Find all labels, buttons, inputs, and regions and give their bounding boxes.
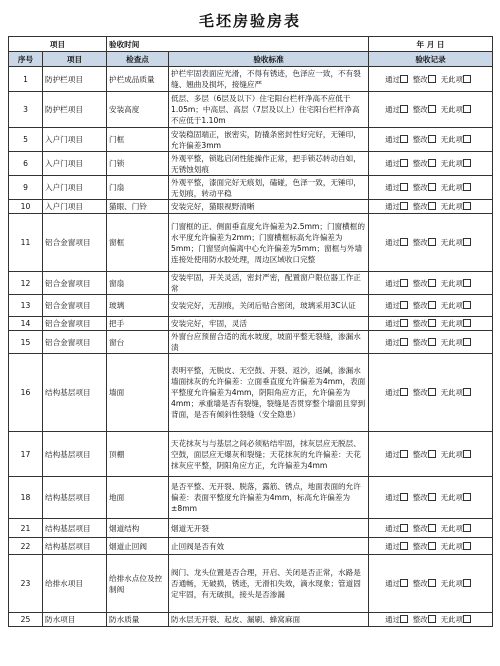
record-option-label: 整改: [412, 493, 428, 502]
row-check-point: 把手: [107, 317, 169, 331]
row-standard: 外窗台应预留合适的流水坡度，坡面平整无裂缝，渗漏水渍: [169, 331, 369, 354]
table-row: [9, 331, 493, 354]
checkbox[interactable]: [400, 202, 408, 210]
checkbox[interactable]: [400, 388, 408, 396]
row-number: 11: [9, 214, 43, 272]
record-option-na[interactable]: [441, 301, 473, 310]
record-option-label: 无此项: [440, 202, 463, 211]
checkbox[interactable]: [400, 524, 408, 532]
row-standard: 门窗框的正、侧面垂直度允许偏差为2.5mm；门窗横框的水平度允许偏差为2mm；门窗横框标高允许偏差为5mm；门窗竖向偏离中心允许偏差为5mm；窗框与外墙连接处使用防水胶处理，周边区域收口完整: [169, 214, 369, 272]
row-number: 21: [9, 519, 43, 538]
record-option-label: 整改: [412, 238, 428, 247]
row-number: 18: [9, 477, 43, 519]
row-standard: 安装完好，无刮痕，关闭后贴合密闭，玻璃采用3C认证: [169, 295, 369, 317]
row-number: 3: [9, 92, 43, 128]
table-row: [9, 317, 493, 331]
checkbox[interactable]: [428, 135, 436, 143]
record-option-label: 无此项: [440, 301, 463, 310]
row-check-point: 门框: [107, 128, 169, 152]
row-number: 6: [9, 152, 43, 176]
record-option-na[interactable]: [441, 524, 473, 533]
row-item: 结构基层项目: [43, 477, 107, 519]
record-option-label: 通过: [385, 301, 400, 310]
record-option-rectify[interactable]: [413, 238, 438, 247]
checkbox[interactable]: [428, 238, 436, 246]
record-option-label: 整改: [412, 135, 428, 144]
row-item: 入户门项目: [43, 176, 107, 200]
record-option-pass[interactable]: [385, 338, 410, 347]
row-check-point: 烟道结构: [107, 519, 169, 538]
row-number: 14: [9, 317, 43, 331]
row-item: 给排水项目: [43, 555, 107, 613]
record-option-rectify[interactable]: [413, 524, 438, 533]
record-option-pass[interactable]: [385, 135, 410, 144]
table-row: [9, 152, 493, 176]
record-option-rectify[interactable]: [413, 338, 438, 347]
row-check-point: 安装高度: [107, 92, 169, 128]
row-check-point: 窗扇: [107, 272, 169, 295]
record-option-label: 无此项: [440, 238, 463, 247]
checkbox[interactable]: [428, 450, 436, 458]
table-row: [9, 128, 493, 152]
row-check-point: 烟道止回阀: [107, 538, 169, 555]
checkbox[interactable]: [428, 524, 436, 532]
record-option-label: 通过: [385, 135, 400, 144]
row-number: 25: [9, 613, 43, 627]
row-number: 23: [9, 555, 43, 613]
table-row: [9, 272, 493, 295]
record-option-label: 通过: [385, 105, 400, 114]
col-header-item: 项目: [43, 52, 107, 67]
checkbox[interactable]: [428, 75, 436, 83]
record-option-label: 整改: [412, 278, 428, 288]
checkbox[interactable]: [463, 579, 471, 587]
row-record: [369, 272, 493, 295]
row-check-point: 窗框: [107, 214, 169, 272]
column-header-row: [9, 52, 493, 67]
record-option-label: 无此项: [440, 541, 463, 551]
record-option-na[interactable]: [441, 105, 473, 114]
record-option-label: 整改: [412, 337, 428, 347]
record-option-na[interactable]: [441, 183, 473, 192]
record-option-rectify[interactable]: [413, 388, 438, 397]
row-record: [369, 331, 493, 354]
meta-time-label: 验收时间: [107, 37, 369, 52]
row-record: [369, 128, 493, 152]
table-row: [9, 519, 493, 538]
row-item: 入户门项目: [43, 200, 107, 214]
record-option-label: 无此项: [440, 74, 463, 84]
row-item: 防护栏项目: [43, 67, 107, 92]
checkbox[interactable]: [400, 450, 408, 458]
record-option-label: 通过: [385, 388, 400, 397]
checkbox[interactable]: [428, 388, 436, 396]
checkbox[interactable]: [463, 183, 471, 191]
record-option-pass[interactable]: [385, 319, 410, 328]
row-record: [369, 354, 493, 432]
checkbox[interactable]: [400, 542, 408, 550]
record-option-label: 无此项: [440, 319, 463, 328]
record-option-na[interactable]: [441, 238, 473, 247]
record-option-rectify[interactable]: [413, 75, 438, 84]
record-option-label: 通过: [385, 278, 400, 288]
record-option-rectify[interactable]: [413, 579, 438, 588]
checkbox[interactable]: [428, 105, 436, 113]
record-option-label: 整改: [412, 541, 428, 551]
meta-item-label: 项目: [9, 37, 107, 52]
record-option-na[interactable]: [441, 135, 473, 144]
record-option-label: 通过: [385, 337, 400, 347]
row-number: 12: [9, 272, 43, 295]
record-option-pass[interactable]: [385, 450, 410, 459]
checkbox[interactable]: [428, 183, 436, 191]
row-record: [369, 67, 493, 92]
checkbox[interactable]: [400, 338, 408, 346]
record-option-label: 无此项: [440, 337, 463, 347]
row-record: [369, 477, 493, 519]
record-option-label: 通过: [385, 319, 400, 328]
checkbox[interactable]: [400, 493, 408, 501]
record-option-na[interactable]: [441, 159, 473, 168]
row-standard: 外观平整，漆面完好无痕划，磕碰，色泽一致，无锤印，无划痕，转动平稳: [169, 176, 369, 200]
record-option-label: 无此项: [440, 449, 463, 459]
record-option-label: 通过: [385, 523, 400, 533]
col-header-no: 序号: [9, 52, 43, 67]
row-item: 铝合金窗项目: [43, 317, 107, 331]
row-record: [369, 152, 493, 176]
row-record: [369, 432, 493, 477]
row-check-point: 猫眼、门铃: [107, 200, 169, 214]
row-item: 铝合金窗项目: [43, 272, 107, 295]
checkbox[interactable]: [400, 238, 408, 246]
checkbox[interactable]: [463, 524, 471, 532]
record-option-na[interactable]: [441, 615, 473, 624]
checkbox[interactable]: [428, 493, 436, 501]
row-item: 入户门项目: [43, 152, 107, 176]
record-option-rectify[interactable]: [413, 183, 438, 192]
row-standard: 阀门、龙头位置是否合理，开启、关闭是否正常，水路是否通畅，无破损，锈迹，无滑扣失效，滴水现象；管道固定牢固，有无破损，接头是否渗漏: [169, 555, 369, 613]
row-standard: 天花抹灰与与基层之间必须粘结牢固，抹灰层应无脱层、空鼓，面层应无爆灰和裂缝；天花抹灰的允许偏差：天花抹灰应平整，阴阳角应方正，允许偏差为4mm: [169, 432, 369, 477]
col-header-standard: 验收标准: [169, 52, 369, 67]
row-standard: 安装牢固，开关灵活，密封严密，配置窗户限位器工作正常: [169, 272, 369, 295]
record-option-label: 无此项: [440, 388, 463, 397]
row-item: 结构基层项目: [43, 519, 107, 538]
record-option-label: 整改: [412, 319, 428, 328]
row-check-point: 顶棚: [107, 432, 169, 477]
record-option-pass[interactable]: [385, 75, 410, 84]
checkbox[interactable]: [463, 279, 471, 287]
row-standard: 外观平整，锁匙启闭性能操作正常，把手锁芯转动自如，无锈蚀划痕: [169, 152, 369, 176]
row-standard: 烟道无开裂: [169, 519, 369, 538]
checkbox[interactable]: [428, 202, 436, 210]
checkbox[interactable]: [400, 105, 408, 113]
checkbox[interactable]: [400, 183, 408, 191]
inspection-sheet: [8, 6, 492, 627]
checkbox[interactable]: [463, 493, 471, 501]
checkbox[interactable]: [463, 301, 471, 309]
record-option-label: 无此项: [440, 135, 463, 144]
record-option-rectify[interactable]: [413, 279, 438, 288]
row-standard: 低层、多层（6层及以下）住宅阳台栏杆净高不应低于1.05m；中高层、高层（7层及以上）住宅阳台栏杆净高不应低于1.10m: [169, 92, 369, 128]
table-row: [9, 538, 493, 555]
record-option-na[interactable]: [441, 388, 473, 397]
checkbox[interactable]: [463, 135, 471, 143]
record-option-label: 整改: [412, 523, 428, 533]
row-number: 16: [9, 354, 43, 432]
row-check-point: 门锁: [107, 152, 169, 176]
table-row: [9, 92, 493, 128]
checkbox[interactable]: [428, 542, 436, 550]
row-check-point: 墙面: [107, 354, 169, 432]
record-option-label: 通过: [385, 238, 400, 247]
table-row: [9, 295, 493, 317]
row-record: [369, 92, 493, 128]
record-option-label: 整改: [412, 579, 428, 588]
meta-date-field[interactable]: 年 月 日: [369, 37, 493, 52]
row-record: [369, 555, 493, 613]
record-option-pass[interactable]: [385, 301, 410, 310]
record-option-rectify[interactable]: [413, 493, 438, 502]
row-standard: 防水层无开裂、起皮、漏刷、蜂窝麻面: [169, 613, 369, 627]
row-record: [369, 295, 493, 317]
checkbox[interactable]: [400, 279, 408, 287]
meta-row: [9, 37, 493, 52]
record-option-label: 整改: [412, 449, 428, 459]
record-option-rectify[interactable]: [413, 105, 438, 114]
row-record: [369, 200, 493, 214]
checkbox[interactable]: [463, 542, 471, 550]
record-option-na[interactable]: [441, 450, 473, 459]
record-option-na[interactable]: [441, 493, 473, 502]
checkbox[interactable]: [400, 579, 408, 587]
record-option-na[interactable]: [441, 75, 473, 84]
record-option-label: 整改: [412, 159, 428, 168]
record-option-label: 无此项: [440, 523, 463, 533]
row-number: 17: [9, 432, 43, 477]
checkbox[interactable]: [428, 338, 436, 346]
checkbox[interactable]: [463, 105, 471, 113]
record-option-pass[interactable]: [385, 279, 410, 288]
record-option-na[interactable]: [441, 542, 473, 551]
record-option-label: 无此项: [440, 278, 463, 288]
record-option-label: 整改: [412, 74, 428, 84]
record-option-label: 通过: [385, 74, 400, 84]
checkbox[interactable]: [400, 75, 408, 83]
record-option-label: 通过: [385, 493, 400, 502]
record-option-na[interactable]: [441, 202, 473, 211]
record-option-na[interactable]: [441, 319, 473, 328]
checkbox[interactable]: [463, 388, 471, 396]
row-standard: 安装完好，牢固，灵活: [169, 317, 369, 331]
table-row: [9, 176, 493, 200]
record-option-label: 通过: [385, 449, 400, 459]
row-standard: 安装稳固端正，嵌密实，防撬条密封性好完好，无锤印，允许偏差3mm: [169, 128, 369, 152]
checkbox[interactable]: [463, 159, 471, 167]
record-option-label: 通过: [385, 541, 400, 551]
col-header-record: 验收记录: [369, 52, 493, 67]
row-item: 铝合金窗项目: [43, 295, 107, 317]
row-standard: 是否平整、无开裂、脱落，露筋、锈点，地面表面的允许偏差：表面平整度允许偏差为4mm，标高允许偏差为±8mm: [169, 477, 369, 519]
row-record: [369, 613, 493, 627]
table-row: [9, 67, 493, 92]
record-option-label: 通过: [385, 202, 400, 211]
row-number: 10: [9, 200, 43, 214]
record-option-label: 通过: [385, 183, 400, 192]
record-option-rectify[interactable]: [413, 319, 438, 328]
record-option-pass[interactable]: [385, 388, 410, 397]
row-standard: 护栏牢固表面应光滑，不得有锈迹，色泽应一致，不有裂缝、翘曲及损坏，接缝应严: [169, 67, 369, 92]
record-option-rectify[interactable]: [413, 615, 438, 624]
record-option-rectify[interactable]: [413, 542, 438, 551]
checkbox[interactable]: [400, 301, 408, 309]
inspection-table: [8, 36, 493, 627]
record-option-label: 整改: [412, 388, 428, 397]
record-option-label: 整改: [412, 202, 428, 211]
record-option-na[interactable]: [441, 338, 473, 347]
row-item: 结构基层项目: [43, 538, 107, 555]
checkbox[interactable]: [428, 279, 436, 287]
row-standard: 表明平整，无脱皮、无空鼓、开裂、返沙，返碱，渗漏水墙面抹灰的允许偏差：立面垂直度允许偏差为4mm，表面平整度允许偏差为4mm，阴阳角应方正，允许偏差为4mm；承重墙是否有裂缝，裂缝是否贯穿整个墙面且穿到背面，是否有倾斜性裂缝（安全隐患）: [169, 354, 369, 432]
record-option-label: 无此项: [440, 183, 463, 192]
record-option-rectify[interactable]: [413, 301, 438, 310]
row-record: [369, 538, 493, 555]
row-item: 入户门项目: [43, 128, 107, 152]
record-option-pass[interactable]: [385, 579, 410, 588]
row-check-point: 防水质量: [107, 613, 169, 627]
record-option-rectify[interactable]: [413, 202, 438, 211]
checkbox[interactable]: [428, 301, 436, 309]
checkbox[interactable]: [463, 238, 471, 246]
row-record: [369, 214, 493, 272]
sheet-title: 毛坯房验房表: [198, 12, 301, 30]
record-option-rectify[interactable]: [413, 135, 438, 144]
row-item: 铝合金窗项目: [43, 331, 107, 354]
record-option-label: 无此项: [440, 159, 463, 168]
table-row: [9, 613, 493, 627]
table-row: [9, 477, 493, 519]
record-option-label: 整改: [412, 301, 428, 310]
record-option-label: 通过: [385, 579, 400, 588]
row-record: [369, 519, 493, 538]
record-option-label: 整改: [412, 105, 428, 114]
record-option-rectify[interactable]: [413, 450, 438, 459]
record-option-pass[interactable]: [385, 238, 410, 247]
row-check-point: 玻璃: [107, 295, 169, 317]
record-option-label: 无此项: [440, 493, 463, 502]
checkbox[interactable]: [428, 579, 436, 587]
row-item: 防水项目: [43, 613, 107, 627]
row-standard: 止回阀是否有效: [169, 538, 369, 555]
record-option-label: 无此项: [440, 615, 463, 624]
row-item: 结构基层项目: [43, 432, 107, 477]
record-option-na[interactable]: [441, 579, 473, 588]
row-number: 1: [9, 67, 43, 92]
row-check-point: 地面: [107, 477, 169, 519]
checkbox[interactable]: [400, 135, 408, 143]
checkbox[interactable]: [463, 615, 471, 623]
table-row: [9, 555, 493, 613]
checkbox[interactable]: [463, 319, 471, 327]
checkbox[interactable]: [400, 159, 408, 167]
table-row: [9, 214, 493, 272]
record-option-pass[interactable]: [385, 542, 410, 551]
checkbox[interactable]: [463, 338, 471, 346]
row-number: 5: [9, 128, 43, 152]
record-option-pass[interactable]: [385, 493, 410, 502]
row-number: 13: [9, 295, 43, 317]
record-option-na[interactable]: [441, 279, 473, 288]
record-option-label: 通过: [385, 159, 400, 168]
checkbox[interactable]: [428, 615, 436, 623]
table-row: [9, 354, 493, 432]
row-record: [369, 176, 493, 200]
record-option-label: 无此项: [440, 105, 463, 114]
record-option-pass[interactable]: [385, 105, 410, 114]
record-option-pass[interactable]: [385, 183, 410, 192]
table-row: [9, 432, 493, 477]
checkbox[interactable]: [428, 319, 436, 327]
record-option-label: 通过: [385, 615, 400, 624]
record-option-pass[interactable]: [385, 159, 410, 168]
row-number: 9: [9, 176, 43, 200]
row-item: 结构基层项目: [43, 354, 107, 432]
record-option-label: 整改: [412, 183, 428, 192]
record-option-pass[interactable]: [385, 202, 410, 211]
record-option-rectify[interactable]: [413, 159, 438, 168]
checkbox[interactable]: [463, 202, 471, 210]
row-item: 铝合金窗项目: [43, 214, 107, 272]
record-option-label: 整改: [412, 615, 428, 624]
checkbox[interactable]: [463, 75, 471, 83]
row-check-point: 护栏成品质量: [107, 67, 169, 92]
row-record: [369, 317, 493, 331]
row-standard: 安装完好，猫眼视野清晰: [169, 200, 369, 214]
row-number: 22: [9, 538, 43, 555]
checkbox[interactable]: [400, 615, 408, 623]
checkbox[interactable]: [463, 450, 471, 458]
checkbox[interactable]: [400, 319, 408, 327]
row-check-point: 门扇: [107, 176, 169, 200]
record-option-pass[interactable]: [385, 615, 410, 624]
checkbox[interactable]: [428, 159, 436, 167]
row-item: 防护栏项目: [43, 92, 107, 128]
table-row: [9, 200, 493, 214]
row-check-point: 窗台: [107, 331, 169, 354]
record-option-pass[interactable]: [385, 524, 410, 533]
col-header-point: 检查点: [107, 52, 169, 67]
row-number: 15: [9, 331, 43, 354]
row-check-point: 给排水点位及控制阀: [107, 555, 169, 613]
record-option-label: 无此项: [440, 579, 463, 588]
